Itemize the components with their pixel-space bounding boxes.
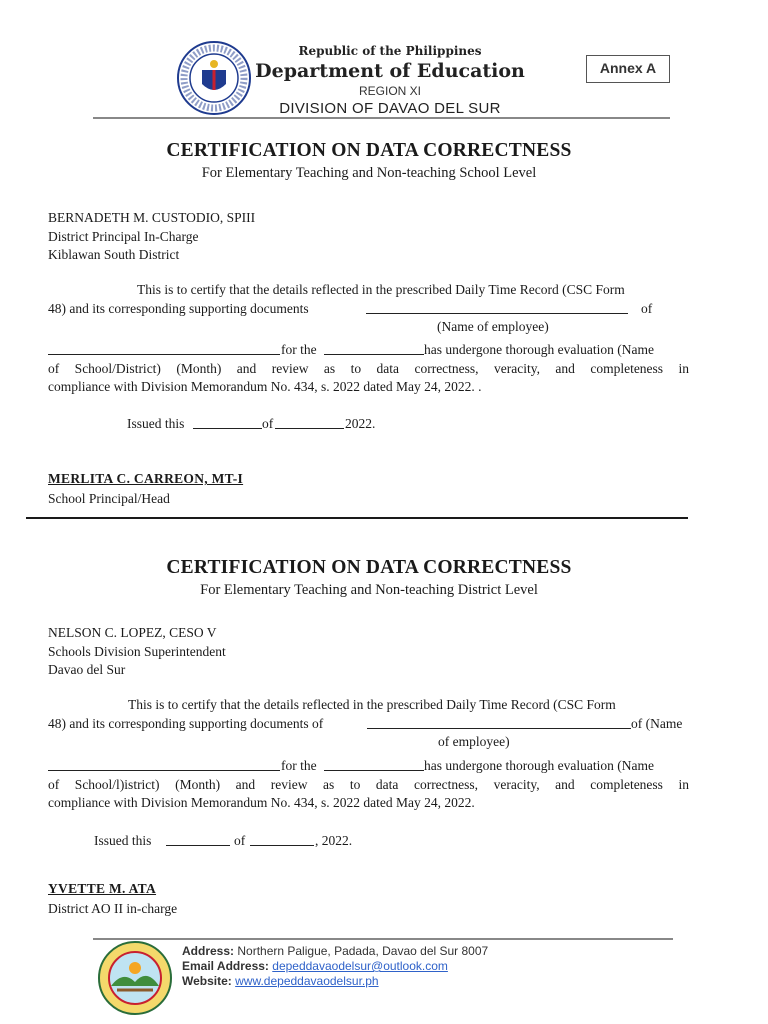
- deped-seal-logo: [176, 40, 252, 116]
- cert1-month-blank[interactable]: [324, 343, 424, 355]
- cert1-signatory-position: School Principal/Head: [48, 491, 170, 506]
- cert2-issued-this: Issued this: [94, 833, 152, 848]
- header-division: DIVISION OF DAVAO DEL SUR: [279, 100, 501, 117]
- header-rule: [93, 117, 670, 119]
- cert2-signatory-name: YVETTE M. ATA: [48, 881, 157, 896]
- cert1-issued-this: Issued this: [127, 416, 185, 431]
- footer-address: [182, 944, 488, 958]
- cert2-signatory-position: District AO II in-charge: [48, 901, 178, 916]
- footer-address-value: Northern Paligue, Padada, Davao del Sur 8007: [237, 944, 489, 958]
- annex-label: Annex A: [586, 55, 670, 83]
- cert1-body-line3-start: for the: [281, 342, 317, 357]
- cert1-name-hint: (Name of employee): [437, 319, 549, 334]
- cert2-day-blank[interactable]: [166, 834, 230, 846]
- section-divider: [26, 517, 688, 519]
- footer-website-link[interactable]: www.depeddavaodelsur.ph: [235, 974, 379, 988]
- cert1-body-line2-end: of: [641, 301, 653, 316]
- header-region: REGION XI: [358, 84, 421, 98]
- cert2-body-line2-start: 48) and its corresponding supporting documents of: [48, 716, 324, 731]
- cert2-title: CERTIFICATION ON DATA CORRECTNESS: [166, 557, 572, 578]
- cert1-school-blank[interactable]: [48, 343, 280, 355]
- footer-email-link[interactable]: depeddavaodelsur@outlook.com: [272, 959, 448, 973]
- cert1-day-blank[interactable]: [193, 417, 262, 429]
- cert2-employee-blank[interactable]: [367, 717, 631, 729]
- cert1-title: CERTIFICATION ON DATA CORRECTNESS: [166, 140, 572, 161]
- cert1-addressee-position: District Principal In-Charge: [48, 229, 199, 244]
- cert2-month-issued-blank[interactable]: [250, 834, 314, 846]
- cert1-body-line5: compliance with Division Memorandum No. 434, s. 2022 dated May 24, 2022. .: [48, 379, 482, 394]
- cert2-school-blank[interactable]: [48, 759, 280, 771]
- cert2-body-line1: This is to certify that the details reflected in the prescribed Daily Time Record (CSC Form: [128, 697, 616, 712]
- cert2-month-blank[interactable]: [324, 759, 424, 771]
- cert2-addressee-position: Schools Division Superintendent: [48, 644, 226, 659]
- cert1-body-line2: [48, 301, 309, 317]
- footer-website-label: Website:: [182, 974, 232, 988]
- footer-email: [182, 959, 448, 973]
- cert1-signatory-name: MERLITA C. CARREON, MT-I: [48, 471, 244, 486]
- footer-email-label: Email Address:: [182, 959, 269, 973]
- cert1-month-issued-blank[interactable]: [275, 417, 344, 429]
- cert1-body-line2-start: 48) and its corresponding supporting documents: [48, 301, 309, 316]
- header-department: Department of Education: [255, 60, 525, 82]
- cert1-body-line3-end: has undergone thorough evaluation (Name: [424, 342, 654, 357]
- cert2-name-hint: of employee): [438, 734, 510, 749]
- cert2-body-line3-start: for the: [281, 758, 317, 773]
- header-republic: Republic of the Philippines: [298, 44, 482, 58]
- cert2-body-line3-end: has undergone thorough evaluation (Name: [424, 758, 654, 773]
- cert1-body-line1: This is to certify that the details reflected in the prescribed Daily Time Record (CSC Form: [137, 282, 625, 297]
- cert2-issued-year: , 2022.: [315, 833, 353, 848]
- footer-website: [182, 974, 379, 988]
- cert1-body-line4: of School/District) (Month) and review as to data correctness, veracity, and completeness in: [48, 361, 689, 376]
- cert2-issued-of: of: [234, 833, 246, 848]
- footer-address-label: Address:: [182, 944, 235, 958]
- cert2-addressee-name: NELSON C. LOPEZ, CESO V: [48, 625, 217, 640]
- cert2-addressee-place: Davao del Sur: [48, 662, 126, 677]
- cert2-body-line2-end: of (Name: [631, 716, 683, 731]
- footer-rule: [93, 938, 673, 940]
- cert2-subtitle: For Elementary Teaching and Non-teaching District Level: [200, 582, 538, 598]
- cert1-addressee-name: BERNADETH M. CUSTODIO, SPIII: [48, 210, 256, 225]
- cert1-addressee-place: Kiblawan South District: [48, 247, 180, 262]
- cert1-issued-of: of: [262, 416, 274, 431]
- division-logo: [97, 940, 173, 1016]
- cert1-employee-blank[interactable]: [366, 302, 628, 314]
- cert2-body-line5: compliance with Division Memorandum No. 434, s. 2022 dated May 24, 2022.: [48, 795, 475, 810]
- cert1-issued-year: 2022.: [345, 416, 376, 431]
- cert2-body-line4: of School/l)istrict) (Month) and review as to data correctness, veracity, and completeness in: [48, 777, 689, 792]
- cert1-subtitle: For Elementary Teaching and Non-teaching School Level: [201, 165, 537, 181]
